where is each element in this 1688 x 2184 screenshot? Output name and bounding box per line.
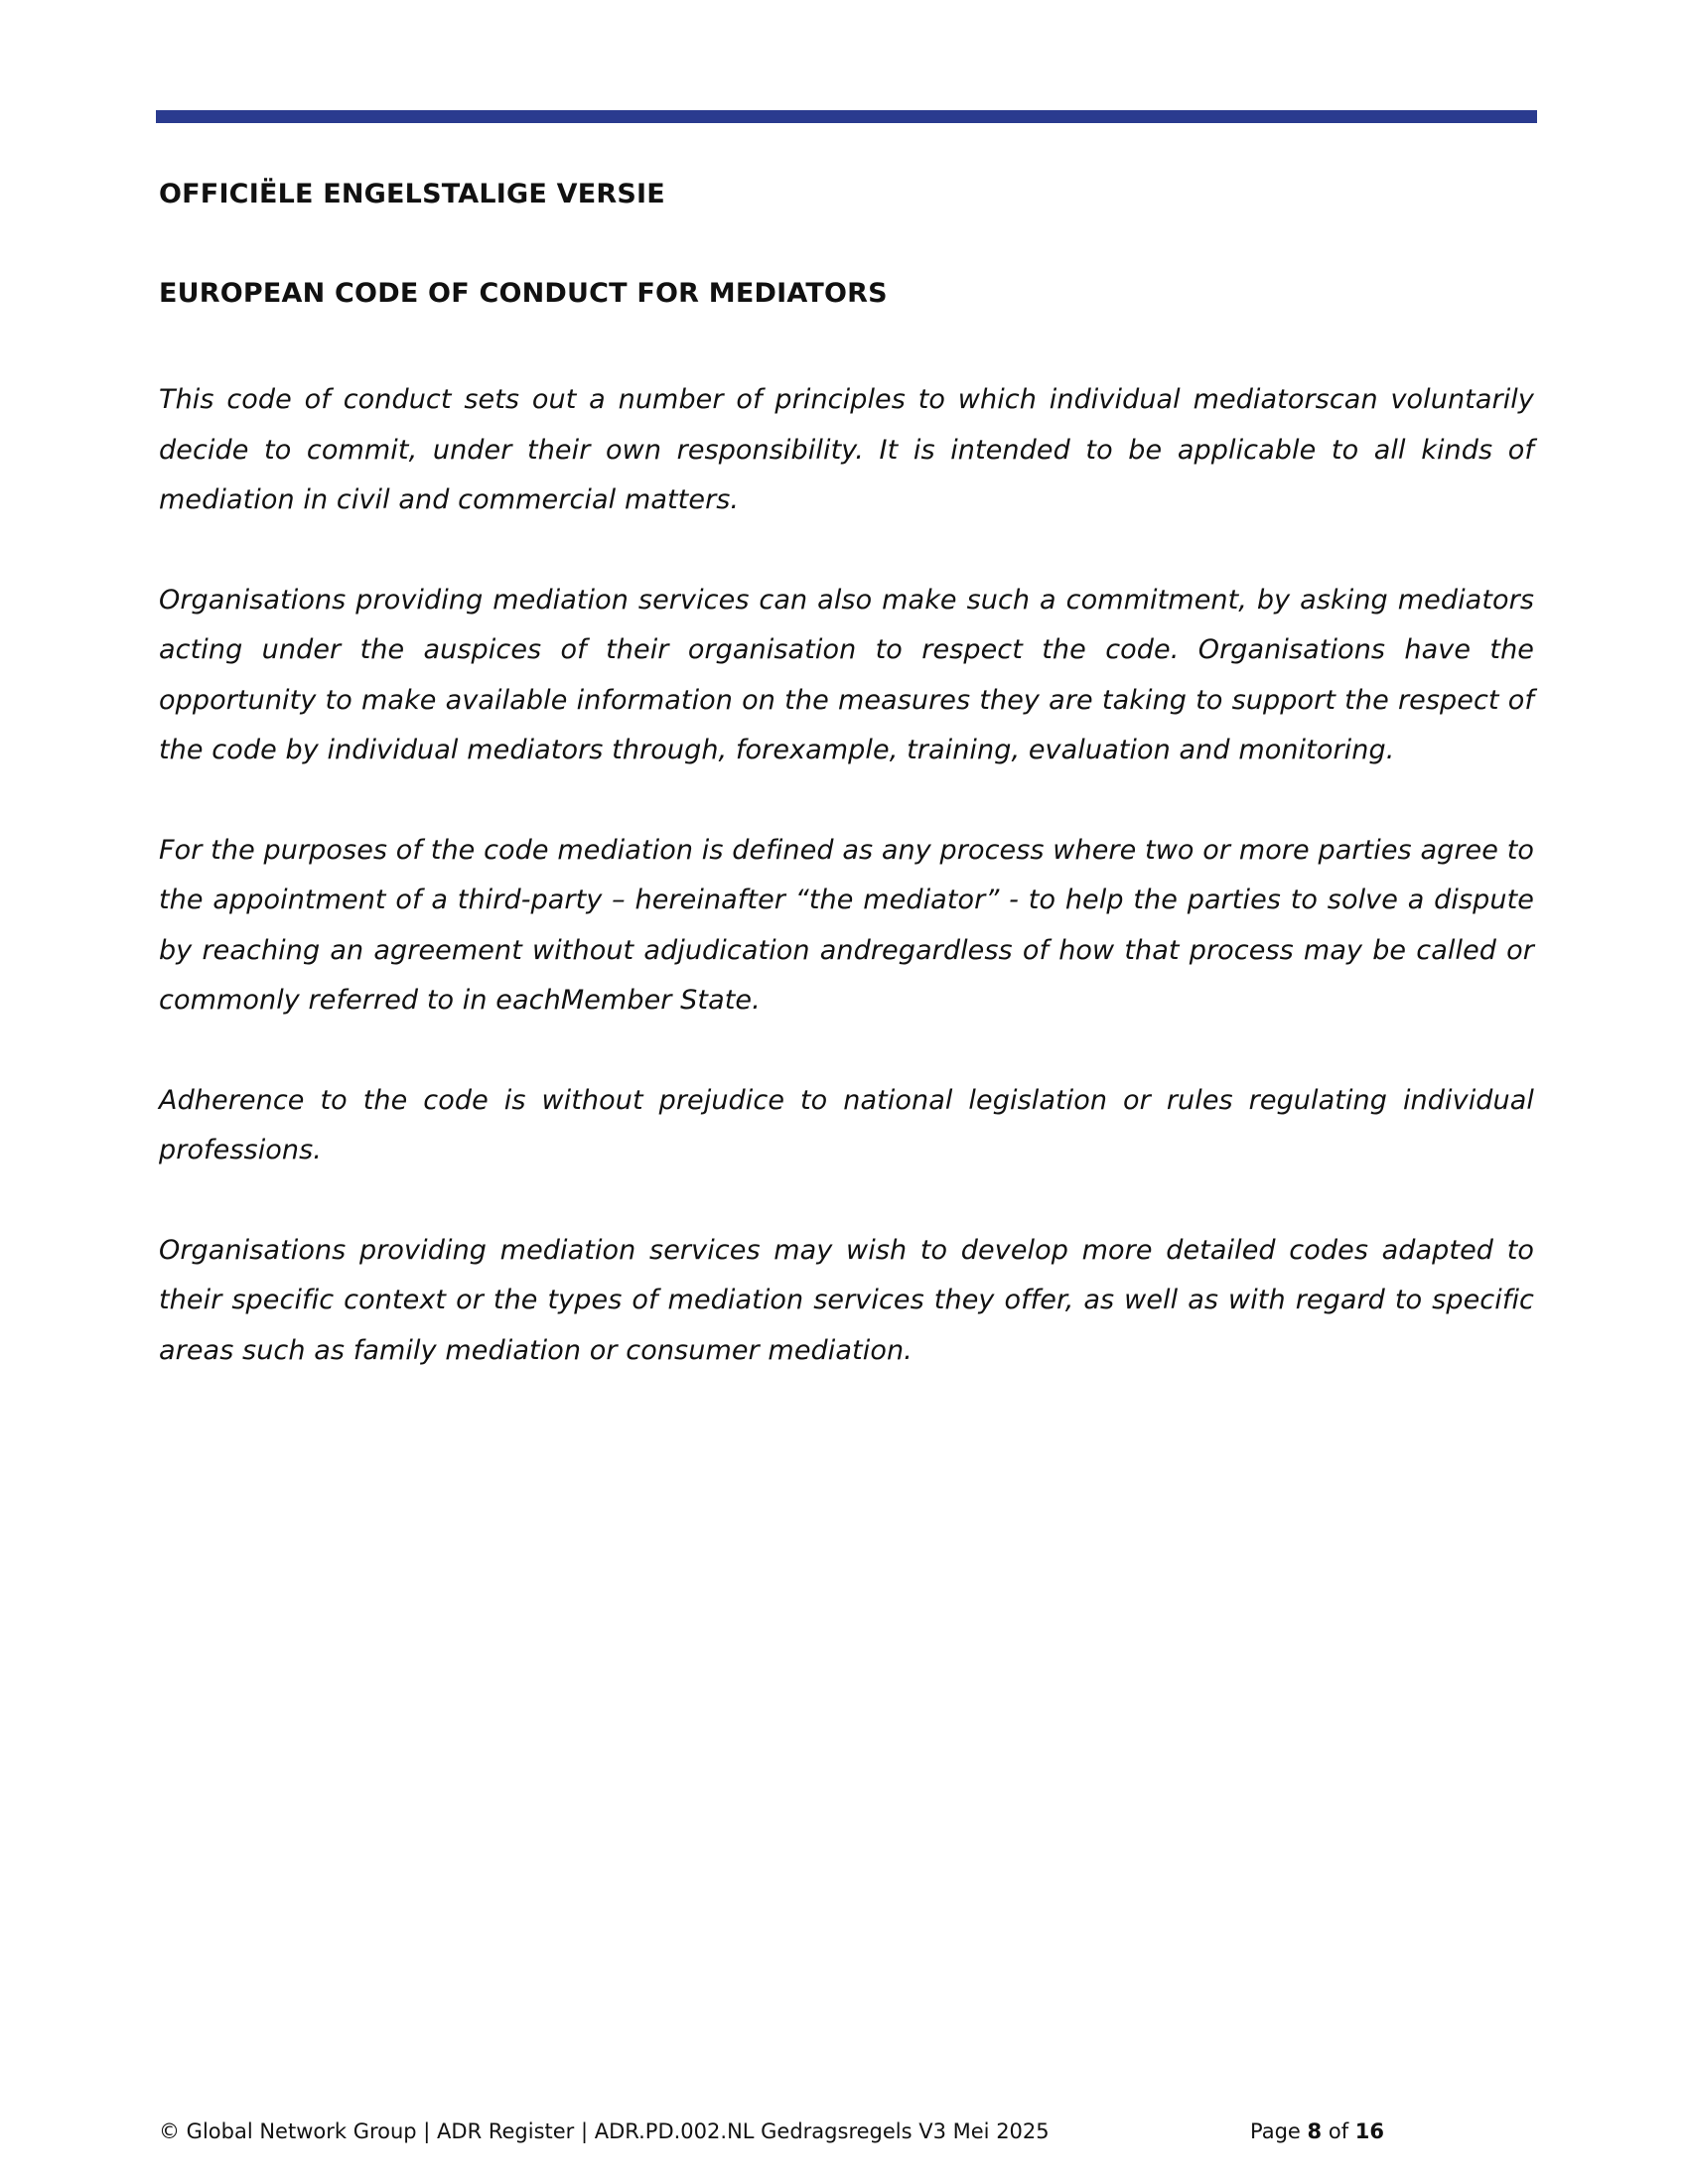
footer-copyright: © Global Network Group | ADR Register | ADR.PD.002.NL Gedragsregels V3 Mei 2025 xyxy=(159,2119,1050,2143)
header-rule xyxy=(156,110,1537,123)
page-number xyxy=(1250,2117,1384,2145)
paragraph-3: For the purposes of the code mediation is defined as any process where two or more parties agree to the appointment of a third-party – hereinafter “the mediator” - to help the parties to solve a dispute by reaching an agreement without adjudication andregardless of how that process may be called or commonly referred to in eachMember State. xyxy=(159,834,1534,1016)
page-of: of xyxy=(1328,2119,1349,2143)
page-label: Page xyxy=(1250,2119,1301,2143)
page-current: 8 xyxy=(1307,2119,1323,2143)
document-title: EUROPEAN CODE OF CONDUCT FOR MEDIATORS xyxy=(159,278,888,309)
paragraph-2: Organisations providing mediation services can also make such a commitment, by asking mediators acting under the auspices of their organisation to respect the code. Organisations have the opportunity to make available information on the measures they are taking to support the respect of the code by individual mediators through, forexample, training, evaluation and monitoring. xyxy=(159,584,1534,765)
version-heading: OFFICIËLE ENGELSTALIGE VERSIE xyxy=(159,179,665,209)
page-total: 16 xyxy=(1354,2119,1385,2143)
paragraph-1: This code of conduct sets out a number of principles to which individual mediatorscan voluntarily decide to commit, under their own responsibility. It is intended to be applicable to all kinds of mediation in civil and commercial matters. xyxy=(159,384,1534,515)
document-body xyxy=(159,177,1534,1426)
paragraph-5: Organisations providing mediation services may wish to develop more detailed codes adapted to their specific context or the types of mediation services they offer, as well as with regard to specific areas such as family mediation or consumer mediation. xyxy=(159,1234,1534,1366)
paragraph-4: Adherence to the code is without prejudice to national legislation or rules regulating individual professions. xyxy=(159,1084,1534,1165)
